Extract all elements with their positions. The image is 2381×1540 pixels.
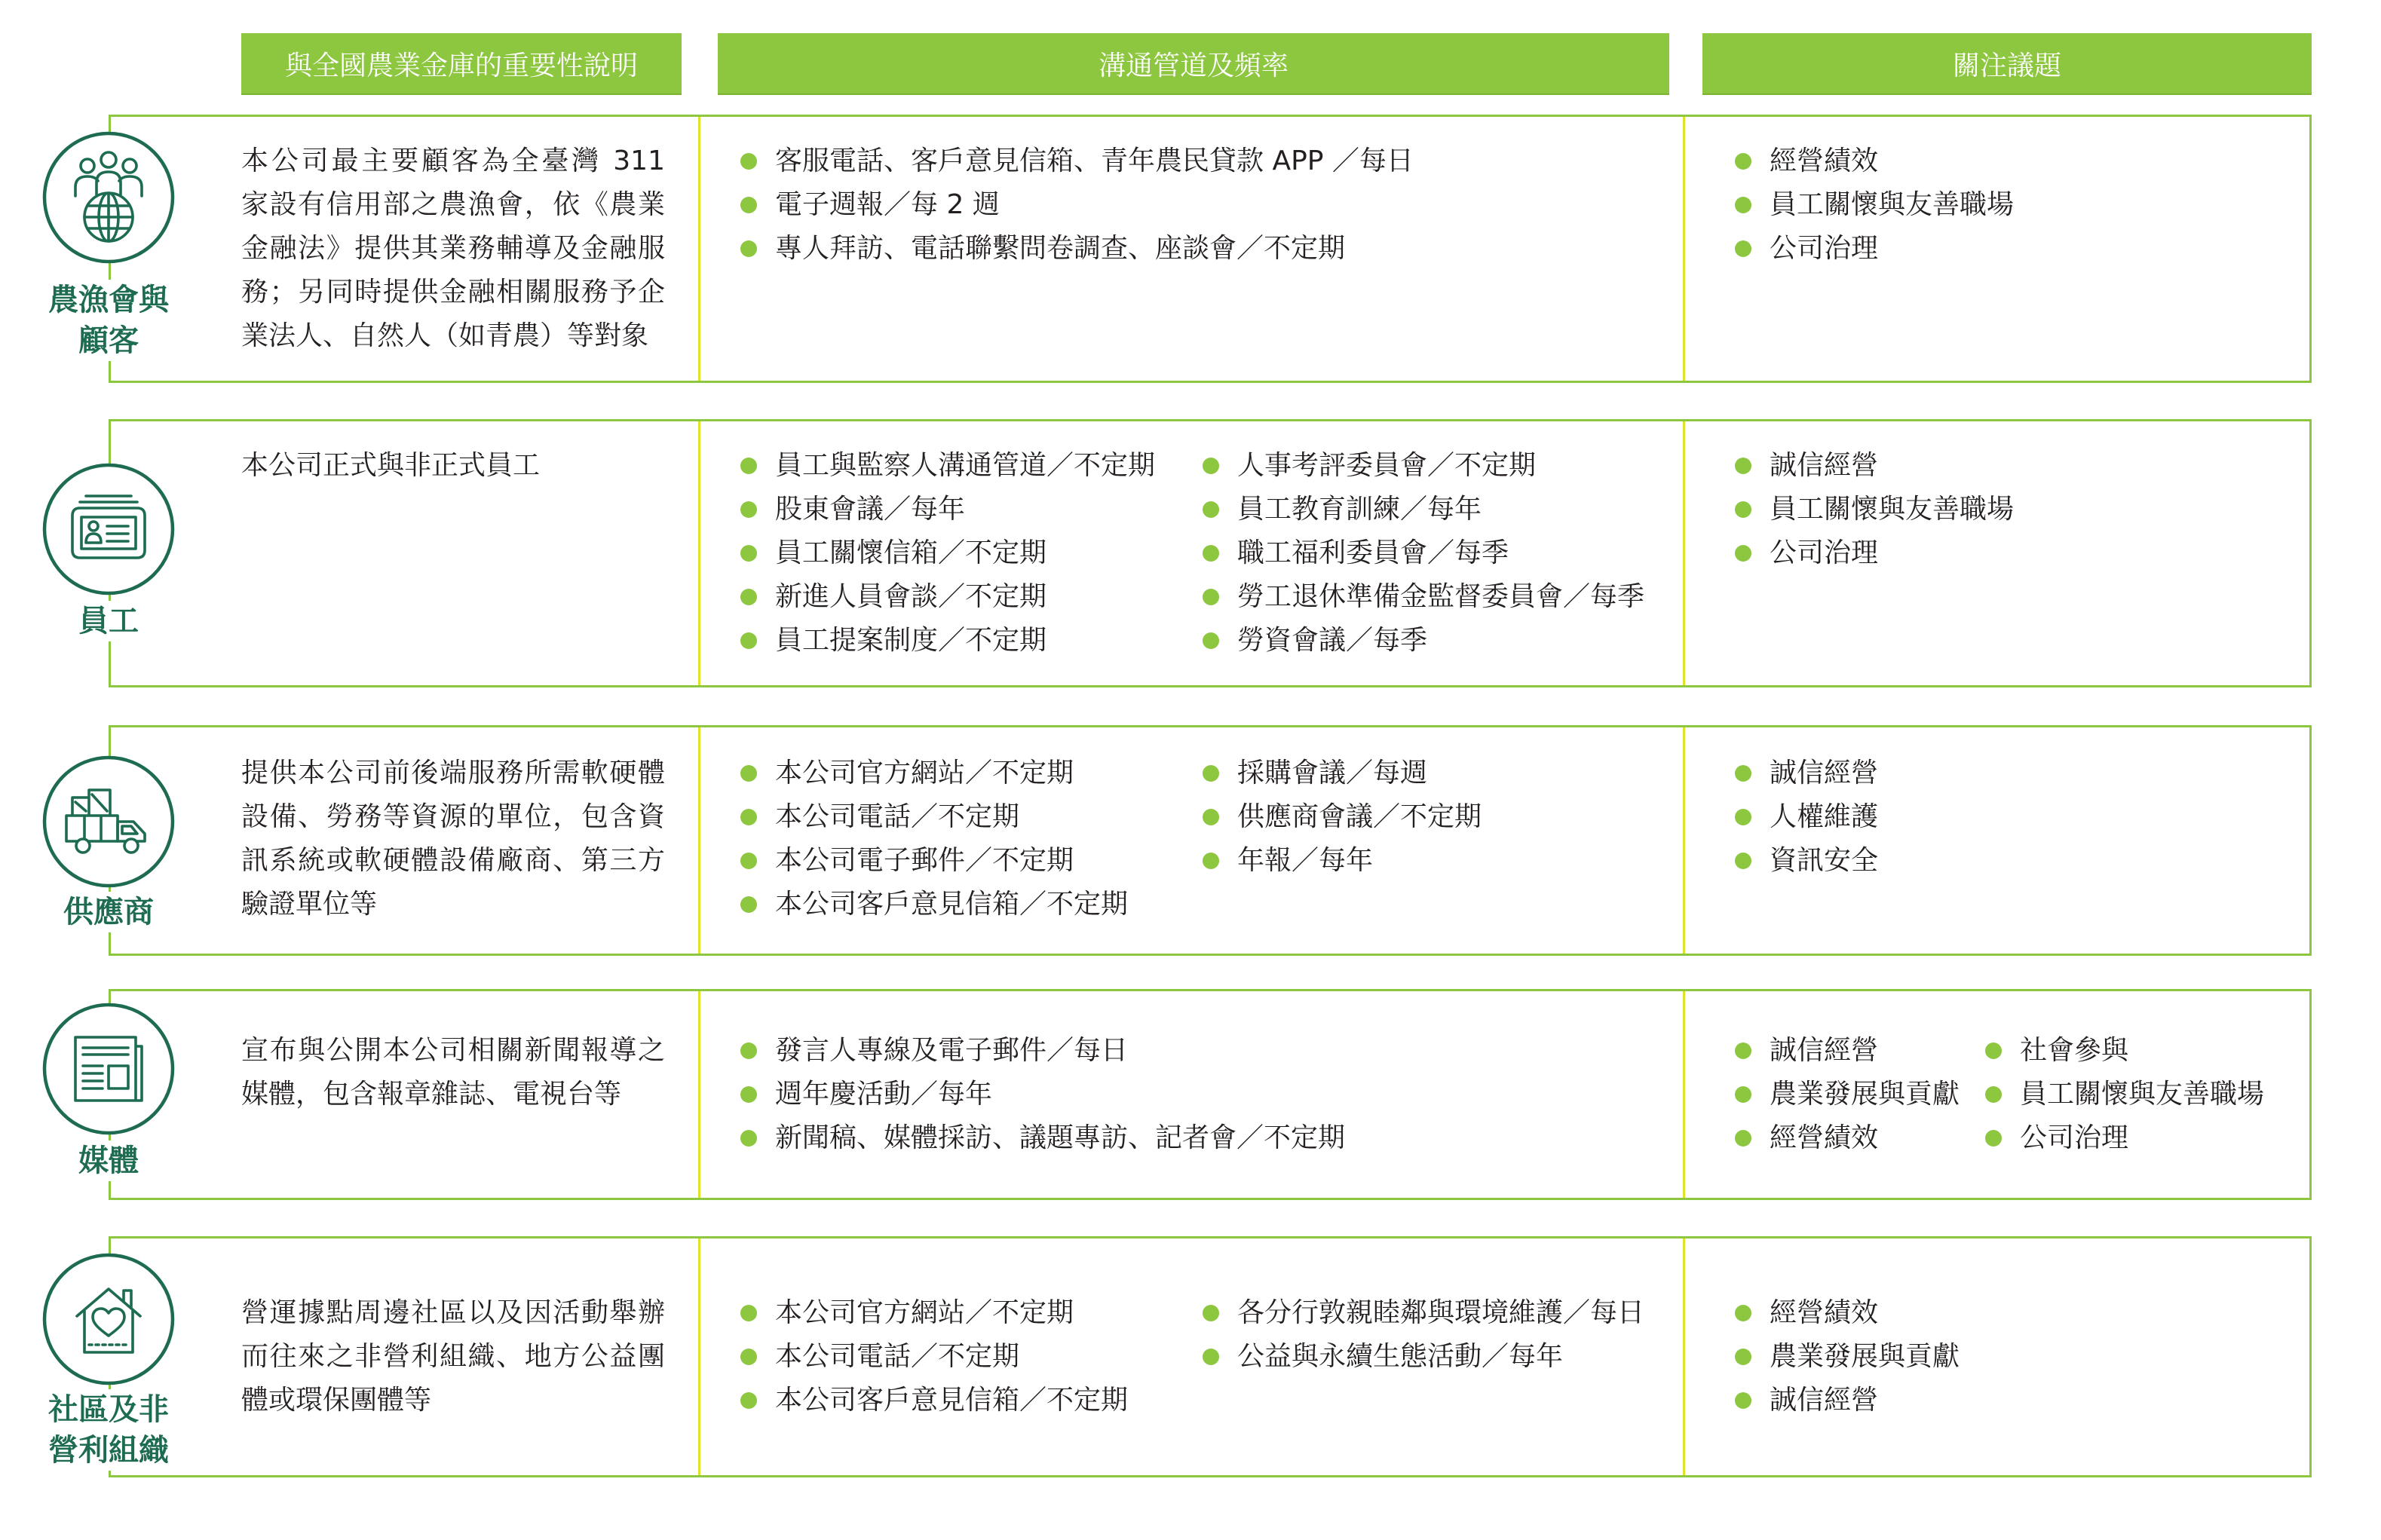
stakeholder-name	[18, 1140, 199, 1181]
description-line: 提供本公司前後端服務所需軟硬體	[241, 758, 665, 788]
newspaper-icon	[42, 1003, 175, 1135]
icon-ring	[44, 758, 173, 886]
header-channels: 溝通管道及頻率	[718, 33, 1669, 95]
stakeholder-row-community-npo	[109, 1236, 2312, 1477]
channel-item: 本公司官方網站／不定期	[740, 752, 1128, 795]
channel-list	[740, 1291, 1128, 1422]
stakeholder-name	[18, 280, 199, 361]
importance-description	[241, 752, 665, 926]
concern-item: 員工關懷與友善職場	[1735, 488, 2014, 531]
stakeholder-row-media	[109, 989, 2312, 1200]
icon-ring	[44, 465, 173, 593]
importance-description	[241, 444, 665, 488]
channel-item: 週年慶活動／每年	[740, 1073, 1345, 1116]
description-line: 而往來之非營利組織、地方公益團	[241, 1341, 665, 1372]
channel-list	[740, 1029, 1345, 1160]
concern-list	[1735, 752, 1878, 883]
description-line: 驗證單位等	[241, 889, 378, 920]
concern-item: 公司治理	[1735, 531, 2014, 575]
description-line: 訊系統或軟硬體設備廠商、第三方	[241, 845, 665, 876]
icon-ring	[44, 1255, 173, 1383]
description-line: 業法人、自然人（如青農）等對象	[241, 320, 649, 351]
importance-description	[241, 139, 665, 358]
header-concerns: 關注議題	[1702, 33, 2312, 95]
column-divider	[1683, 1238, 1685, 1475]
employee-id-card-icon	[42, 463, 175, 595]
stakeholder-row-suppliers	[109, 725, 2312, 956]
stakeholder-name-line: 媒體	[74, 1140, 143, 1181]
column-divider	[698, 117, 700, 381]
channel-item: 本公司電話／不定期	[740, 795, 1128, 839]
stakeholder-name-line: 顧客	[74, 320, 143, 361]
concern-item: 人權維護	[1735, 795, 1878, 839]
concern-item: 公司治理	[1735, 227, 2014, 271]
channel-item: 職工福利委員會／每季	[1203, 531, 1644, 575]
description-line: 媒體，包含報章雜誌、電視台等	[241, 1079, 622, 1110]
concern-item: 農業發展與貢獻	[1735, 1335, 1960, 1379]
description-line: 本公司正式與非正式員工	[241, 450, 541, 481]
description-line: 務；另同時提供金融相關服務予企	[241, 277, 665, 308]
column-divider	[698, 1238, 700, 1475]
description-line: 宣布與公開本公司相關新聞報導之	[241, 1035, 665, 1066]
stakeholder-name	[18, 1389, 199, 1471]
channel-item: 人事考評委員會／不定期	[1203, 444, 1644, 488]
column-divider	[698, 991, 700, 1198]
channel-item: 股東會議／每年	[740, 488, 1155, 531]
channel-item: 本公司官方網站／不定期	[740, 1291, 1128, 1335]
channel-item: 本公司電子郵件／不定期	[740, 839, 1128, 883]
stakeholder-name-line: 社區及非	[44, 1389, 173, 1430]
people-globe-icon	[42, 131, 175, 264]
concern-item: 經營績效	[1735, 139, 2014, 183]
description-line: 體或環保團體等	[241, 1385, 432, 1416]
importance-description	[241, 1291, 665, 1422]
stakeholder-name-line: 供應商	[59, 892, 158, 932]
concern-item: 公司治理	[1985, 1116, 2264, 1160]
channel-item: 員工與監察人溝通管道／不定期	[740, 444, 1155, 488]
stakeholder-name-line: 農漁會與	[44, 280, 173, 320]
stakeholder-row-associations-customers	[109, 115, 2312, 383]
channel-list	[740, 752, 1128, 926]
concern-list	[1735, 1291, 1960, 1422]
channel-item: 本公司客戶意見信箱／不定期	[740, 1379, 1128, 1422]
stakeholder-name	[18, 892, 199, 932]
delivery-truck-icon	[42, 755, 175, 888]
channel-item: 本公司客戶意見信箱／不定期	[740, 883, 1128, 926]
concern-item: 誠信經營	[1735, 1029, 1960, 1073]
channel-item: 勞資會議／每季	[1203, 619, 1644, 663]
importance-description	[241, 1029, 665, 1116]
column-divider	[698, 421, 700, 685]
stakeholder-row-employees	[109, 419, 2312, 687]
channel-item: 公益與永續生態活動／每年	[1203, 1335, 1644, 1379]
channel-item: 客服電話、客戶意見信箱、青年農民貸款 APP ／每日	[740, 139, 1414, 183]
concern-list	[1985, 1029, 2264, 1160]
house-heart-icon	[42, 1253, 175, 1385]
concern-list	[1735, 444, 2014, 575]
channel-item: 專人拜訪、電話聯繫問卷調查、座談會／不定期	[740, 227, 1414, 271]
concern-item: 經營績效	[1735, 1291, 1960, 1335]
description-line: 本公司最主要顧客為全臺灣 311	[241, 145, 665, 176]
channel-item: 新進人員會談／不定期	[740, 575, 1155, 619]
channel-item: 發言人專線及電子郵件／每日	[740, 1029, 1345, 1073]
channel-item: 勞工退休準備金監督委員會／每季	[1203, 575, 1644, 619]
channel-list	[1203, 752, 1482, 883]
channel-item: 本公司電話／不定期	[740, 1335, 1128, 1379]
concern-item: 經營績效	[1735, 1116, 1960, 1160]
channel-item: 員工教育訓練／每年	[1203, 488, 1644, 531]
channel-list	[740, 444, 1155, 663]
column-divider	[698, 727, 700, 954]
channel-item: 採購會議／每週	[1203, 752, 1482, 795]
concern-item: 員工關懷與友善職場	[1985, 1073, 2264, 1116]
concern-list	[1735, 139, 2014, 271]
stakeholder-name	[18, 601, 199, 641]
channel-item: 供應商會議／不定期	[1203, 795, 1482, 839]
concern-list	[1735, 1029, 1960, 1160]
channel-item: 員工關懷信箱／不定期	[740, 531, 1155, 575]
concern-item: 誠信經營	[1735, 1379, 1960, 1422]
description-line: 金融法》提供其業務輔導及金融服	[241, 233, 665, 264]
concern-item: 農業發展與貢獻	[1735, 1073, 1960, 1116]
description-line: 家設有信用部之農漁會，依《農業	[241, 189, 665, 220]
channel-list	[1203, 444, 1644, 663]
channel-item: 各分行敦親睦鄰與環境維護／每日	[1203, 1291, 1644, 1335]
channel-list	[1203, 1291, 1644, 1379]
column-divider	[1683, 421, 1685, 685]
concern-item: 誠信經營	[1735, 444, 2014, 488]
column-divider	[1683, 991, 1685, 1198]
stakeholder-name-line: 員工	[74, 601, 143, 641]
concern-item: 社會參與	[1985, 1029, 2264, 1073]
channel-item: 年報／每年	[1203, 839, 1482, 883]
channel-item: 員工提案制度／不定期	[740, 619, 1155, 663]
concern-item: 誠信經營	[1735, 752, 1878, 795]
stakeholder-name-line: 營利組織	[44, 1430, 173, 1471]
column-divider	[1683, 117, 1685, 381]
description-line: 設備、勞務等資源的單位，包含資	[241, 801, 665, 832]
header-importance: 與全國農業金庫的重要性說明	[241, 33, 682, 95]
description-line: 營運據點周邊社區以及因活動舉辦	[241, 1297, 665, 1328]
channel-item: 新聞稿、媒體採訪、議題專訪、記者會／不定期	[740, 1116, 1345, 1160]
column-divider	[1683, 727, 1685, 954]
concern-item: 資訊安全	[1735, 839, 1878, 883]
concern-item: 員工關懷與友善職場	[1735, 183, 2014, 227]
channel-list	[740, 139, 1414, 271]
channel-item: 電子週報／每 2 週	[740, 183, 1414, 227]
